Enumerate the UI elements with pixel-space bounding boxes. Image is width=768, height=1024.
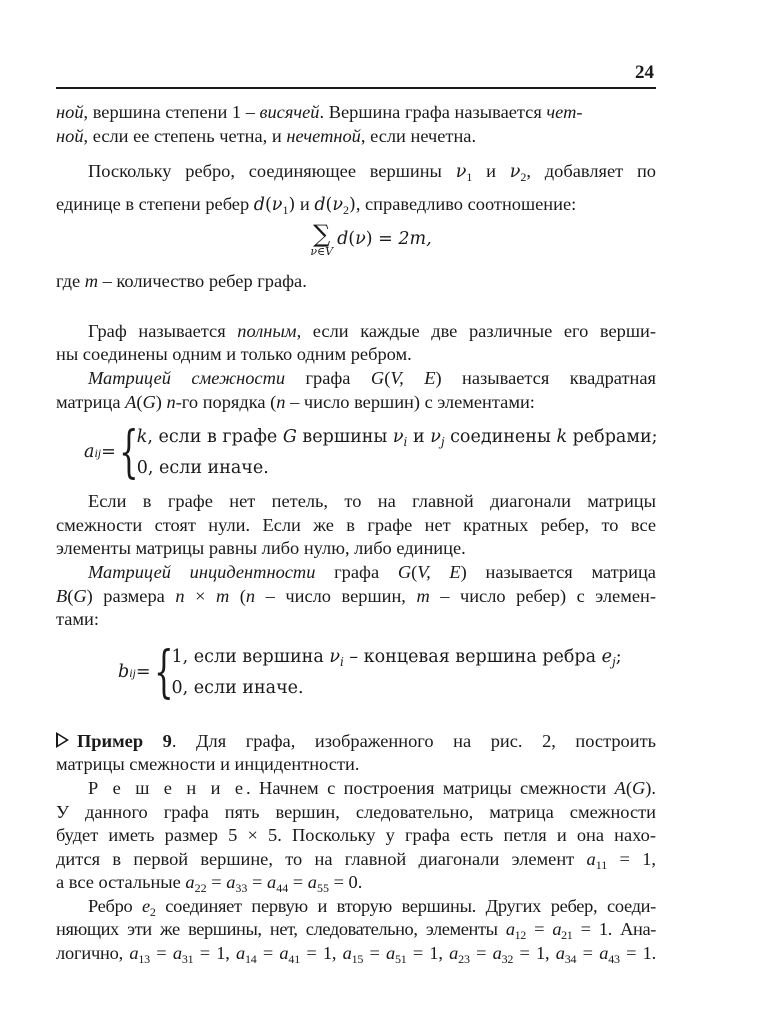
paragraph-edge-degree: Поскольку ребро, соединяющее вершины $\nu_1$ и $\nu_2$, добавляет по — [88, 161, 656, 185]
header-rule — [56, 87, 656, 89]
paragraph-edge-e2-l3: логично, $a_{13} = a_{31} = 1$, $a_{14} = a_{41} = 1$, $a_{15} = a_{51} = 1$, $a_{23} = a_{32} = 1$, $a_{34} = a_{43} = 1$. — [56, 943, 657, 967]
page-content — [56, 101, 656, 966]
example-9-heading: Пример 9. Для графа, изображенного на рис. 2, построить — [56, 730, 656, 754]
paragraph-solution-l4: дится в первой вершине, то на главной диагонали элемент $a_{11} = 1$, — [56, 848, 656, 872]
paragraph-solution-l5: а все остальные $a_{22} = a_{33} = a_{44} = a_{55} = 0$. — [56, 872, 363, 896]
paragraph-incidence-definition-l2: B(G) размера n × m (n – число вершин, m – число ребер) с элемен- — [56, 585, 656, 606]
left-brace: { — [153, 639, 174, 705]
paragraph-edge-degree-cont: единице в степени ребер $d(\nu_1)$ и $d(\nu_2)$, справедливо соотношение: — [56, 194, 577, 218]
sigma-symbol: ∑ — [313, 220, 331, 249]
paragraph-solution-l3: будет иметь размер 5 × 5. Поскольку у графа есть петля и она нахо- — [56, 825, 656, 846]
triangle-marker-icon — [56, 732, 69, 748]
paragraph-loops-note-l2: смежности стоят нули. Если же в графе нет кратных ребер, то все — [56, 514, 656, 535]
paragraph-solution: Р е ш е н и е. Начнем с построения матрицы смежности A(G). — [88, 777, 656, 798]
paragraph-edge-e2-l2: няющих эти же вершины, нет, следовательно, элементы $a_{12} = a_{21} = 1$. Ана- — [56, 919, 656, 943]
example-9-heading-cont: матрицы смежности и инцидентности. — [56, 754, 360, 775]
paragraph-loops-note: Если в графе нет петель, то на главной диагонали матрицы — [88, 491, 656, 512]
incidence-formula: b ij = { 1, если вершина $\nu_i$ – концевая вершина ребра $e_j$; 0, если иначе. — [118, 639, 622, 705]
paragraph-degree-terms: ной, вершина степени 1 – висячей. Вершина графа называется чет- ной, если ее степень четна, и нечетной, если нечетна. — [56, 102, 583, 146]
paragraph-adjacency-definition-cont: матрица A(G) n-го порядка (n – число вершин) с элементами: — [56, 391, 535, 412]
paragraph-loops-note-l3: элементы матрицы равны либо нулю, либо единице. — [56, 538, 466, 559]
paragraph-m-definition: где m – количество ребер графа. — [56, 271, 307, 292]
adjacency-formula: a ij = { k, если в графе G вершины $\nu_i$ и $\nu_j$ соединены k ребрами; 0, если иначе. — [84, 420, 658, 486]
page-number: 24 — [635, 62, 654, 83]
paragraph-edge-e2: Ребро $e_2$ соединяет первую и вторую вершины. Других ребер, соеди- — [88, 895, 656, 919]
paragraph-incidence-definition: Матрицей инцидентности графа G(V, E) называется матрица — [88, 561, 656, 582]
paragraph-complete-graph-cont: ны соединены одним и только одним ребром. — [56, 344, 412, 365]
left-brace: { — [118, 420, 139, 486]
paragraph-complete-graph: Граф называется полным, если каждые две различные его верши- — [88, 320, 656, 341]
paragraph-incidence-definition-l3: тами: — [56, 609, 100, 630]
paragraph-solution-l2: У данного графа пять вершин, следовательно, матрица смежности — [56, 801, 656, 822]
degree-sum-formula: ∑ ν∈V d(ν) = 2m, — [310, 220, 432, 259]
paragraph-adjacency-definition: Матрицей смежности графа G(V, E) называется квадратная — [88, 367, 656, 388]
